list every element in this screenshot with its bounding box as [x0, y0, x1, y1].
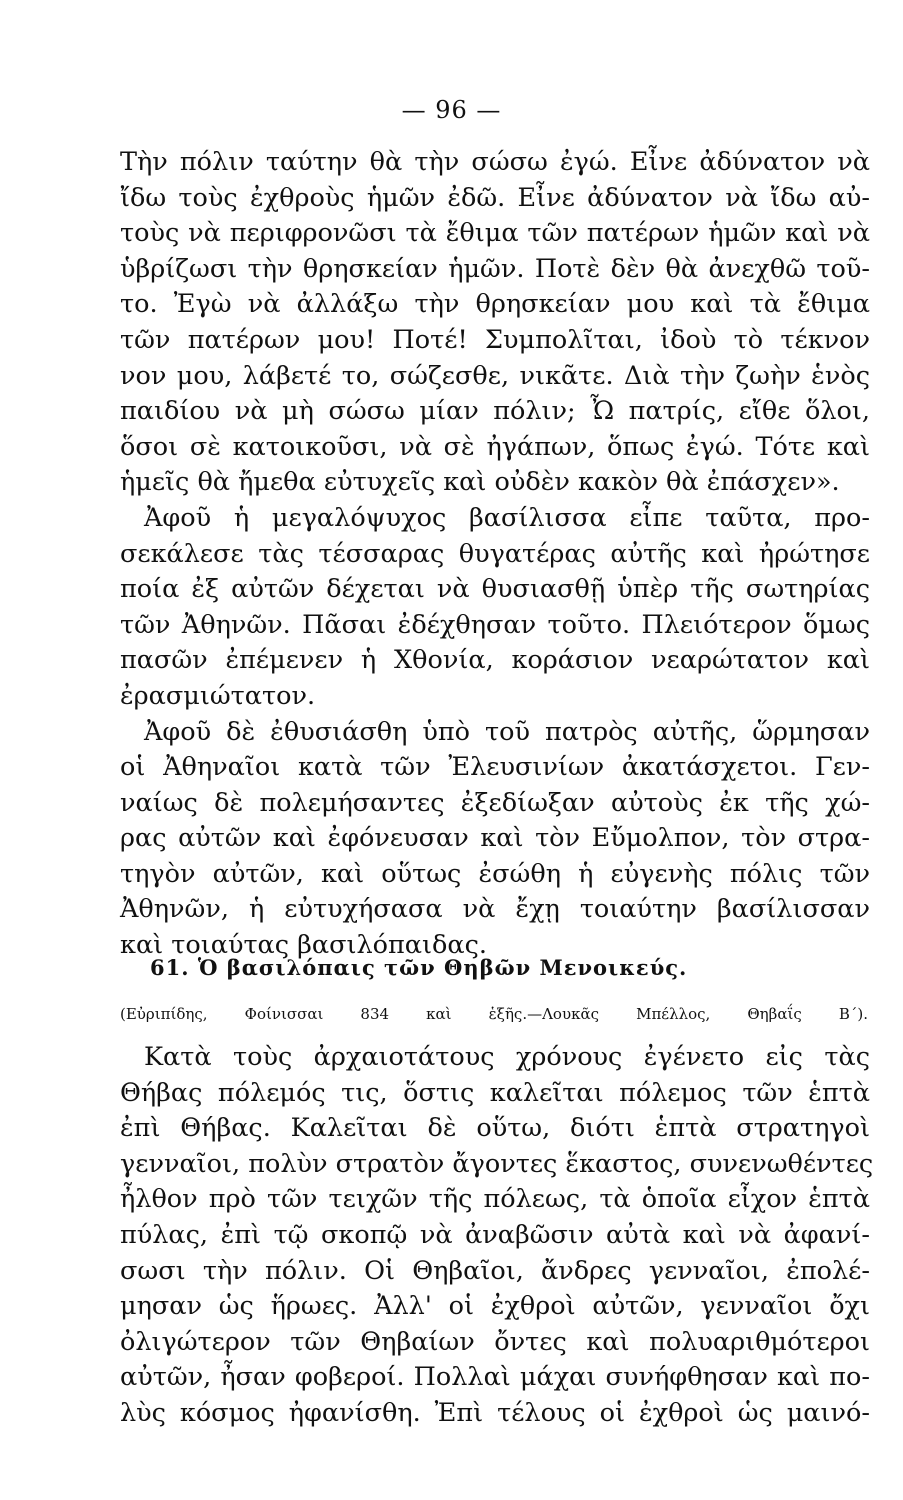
source-citation: (Εὐριπίδης, Φοίνισσαι 834 καὶ ἑξῆς.—Λουκᾶς Μπέλλος, Θηβαΐς Β΄). — [120, 1005, 868, 1023]
text-line: τῶν Ἀθηνῶν. Πᾶσαι ἐδέχθησαν τοῦτο. Πλειότερον ὅμως — [120, 609, 870, 640]
text-line: τοὺς νὰ περιφρονῶσι τὰ ἔθιμα τῶν πατέρων ἡμῶν καὶ νὰ — [120, 218, 870, 249]
text-line: ἡμεῖς θὰ ἤμεθα εὐτυχεῖς καὶ οὐδὲν κακὸν θὰ ἐπάσχεν». — [120, 467, 840, 498]
text-line: ἦλθον πρὸ τῶν τειχῶν τῆς πόλεως, τὰ ὁποῖα εἶχον ἑπτὰ — [120, 1184, 870, 1215]
text-line: πασῶν ἐπέμενεν ἡ Χθονία, κοράσιον νεαρώτατον καὶ — [120, 645, 870, 676]
text-line: παιδίου νὰ μὴ σώσω μίαν πόλιν; Ὦ πατρίς, εἴθε ὅλοι, — [120, 396, 870, 427]
text-line: σεκάλεσε τὰς τέσσαρας θυγατέρας αὐτῆς καὶ ἠρώτησε — [120, 538, 870, 569]
text-line: ὅσοι σὲ κατοικοῦσι, νὰ σὲ ἠγάπων, ὅπως ἐγώ. Τότε καὶ — [120, 431, 870, 462]
text-line: ποία ἐξ αὐτῶν δέχεται νὰ θυσιασθῇ ὑπὲρ τῆς σωτηρίας — [120, 574, 870, 605]
text-line: Τὴν πόλιν ταύτην θὰ τὴν σώσω ἐγώ. Εἶνε ἀδύνατον νὰ — [120, 147, 870, 177]
text-line: Ἀθηνῶν, ἡ εὐτυχήσασα νὰ ἔχῃ τοιαύτην βασίλισσαν — [120, 894, 870, 925]
text-line: ἐπὶ Θήβας. Καλεῖται δὲ οὕτω, διότι ἑπτὰ στρατηγοὶ — [120, 1113, 870, 1144]
text-line: τῶν πατέρων μου! Ποτέ! Συμπολῖται, ἰδοὺ τὸ τέκνον — [120, 324, 870, 355]
text-line: ναίως δὲ πολεμήσαντες ἐξεδίωξαν αὐτοὺς ἐκ τῆς χώ- — [120, 787, 870, 818]
text-line: Κατὰ τοὺς ἀρχαιοτάτους χρόνους ἐγένετο εἰς τὰς — [144, 1042, 870, 1072]
text-line: πύλας, ἐπὶ τῷ σκοπῷ νὰ ἀναβῶσιν αὐτὰ καὶ νὰ ἀφανί- — [120, 1219, 870, 1250]
bottom-text-block — [120, 1040, 874, 1432]
text-line: νον μου, λάβετέ το, σώζεσθε, νικᾶτε. Διὰ τὴν ζωὴν ἑνὸς — [120, 360, 870, 391]
text-line: μησαν ὡς ἥρωες. Ἀλλ' οἱ ἐχθροὶ αὐτῶν, γενναῖοι ὄχι — [120, 1291, 870, 1322]
text-line: γενναῖοι, πολὺν στρατὸν ἄγοντες ἕκαστος, συνενωθέντες — [120, 1148, 874, 1179]
text-line: το. Ἐγὼ νὰ ἀλλάξω τὴν θρησκείαν μου καὶ τὰ ἔθιμα — [120, 289, 870, 320]
text-line: σωσι τὴν πόλιν. Οἱ Θηβαῖοι, ἄνδρες γενναῖοι, ἐπολέ- — [120, 1255, 870, 1286]
text-line: Θήβας πόλεμός τις, ὅστις καλεῖται πόλεμος τῶν ἑπτὰ — [120, 1077, 870, 1108]
text-line: αὐτῶν, ἦσαν φοβεροί. Πολλαὶ μάχαι συνήφθησαν καὶ πο- — [120, 1362, 870, 1393]
text-line: Ἀφοῦ ἡ μεγαλόψυχος βασίλισσα εἶπε ταῦτα, προ- — [144, 502, 870, 533]
text-line: ἴδω τοὺς ἐχθροὺς ἡμῶν ἐδῶ. Εἶνε ἀδύνατον νὰ ἴδω αὐ- — [120, 182, 870, 213]
text-line: ρας αὐτῶν καὶ ἐφόνευσαν καὶ τὸν Εὔμολπον, τὸν στρα- — [120, 823, 870, 854]
text-line: λὺς κόσμος ἠφανίσθη. Ἐπὶ τέλους οἱ ἐχθροὶ ὡς μαινό- — [120, 1397, 870, 1428]
text-line: ὑβρίζωσι τὴν θρησκείαν ἡμῶν. Ποτὲ δὲν θὰ ἀνεχθῶ τοῦ- — [120, 253, 870, 284]
text-line: καὶ τοιαύτας βασιλόπαιδας. — [120, 930, 487, 961]
text-line: τηγὸν αὐτῶν, καὶ οὕτως ἐσώθη ἡ εὐγενὴς πόλις τῶν — [120, 858, 870, 889]
text-line: οἱ Ἀθηναῖοι κατὰ τῶν Ἐλευσινίων ἀκατάσχετοι. Γεν- — [120, 752, 870, 783]
section-heading: 61. Ὁ βασιλόπαις τῶν Θηβῶν Μενοικεύς. — [150, 955, 688, 980]
page-number: — 96 — — [401, 96, 502, 124]
text-line: ἐρασμιώτατον. — [120, 680, 316, 711]
text-line: ὀλιγώτερον τῶν Θηβαίων ὄντες καὶ πολυαριθμότεροι — [120, 1326, 870, 1357]
text-line: Ἀφοῦ δὲ ἐθυσιάσθη ὑπὸ τοῦ πατρὸς αὐτῆς, ὥρμησαν — [144, 716, 870, 747]
top-text-block — [120, 145, 870, 964]
